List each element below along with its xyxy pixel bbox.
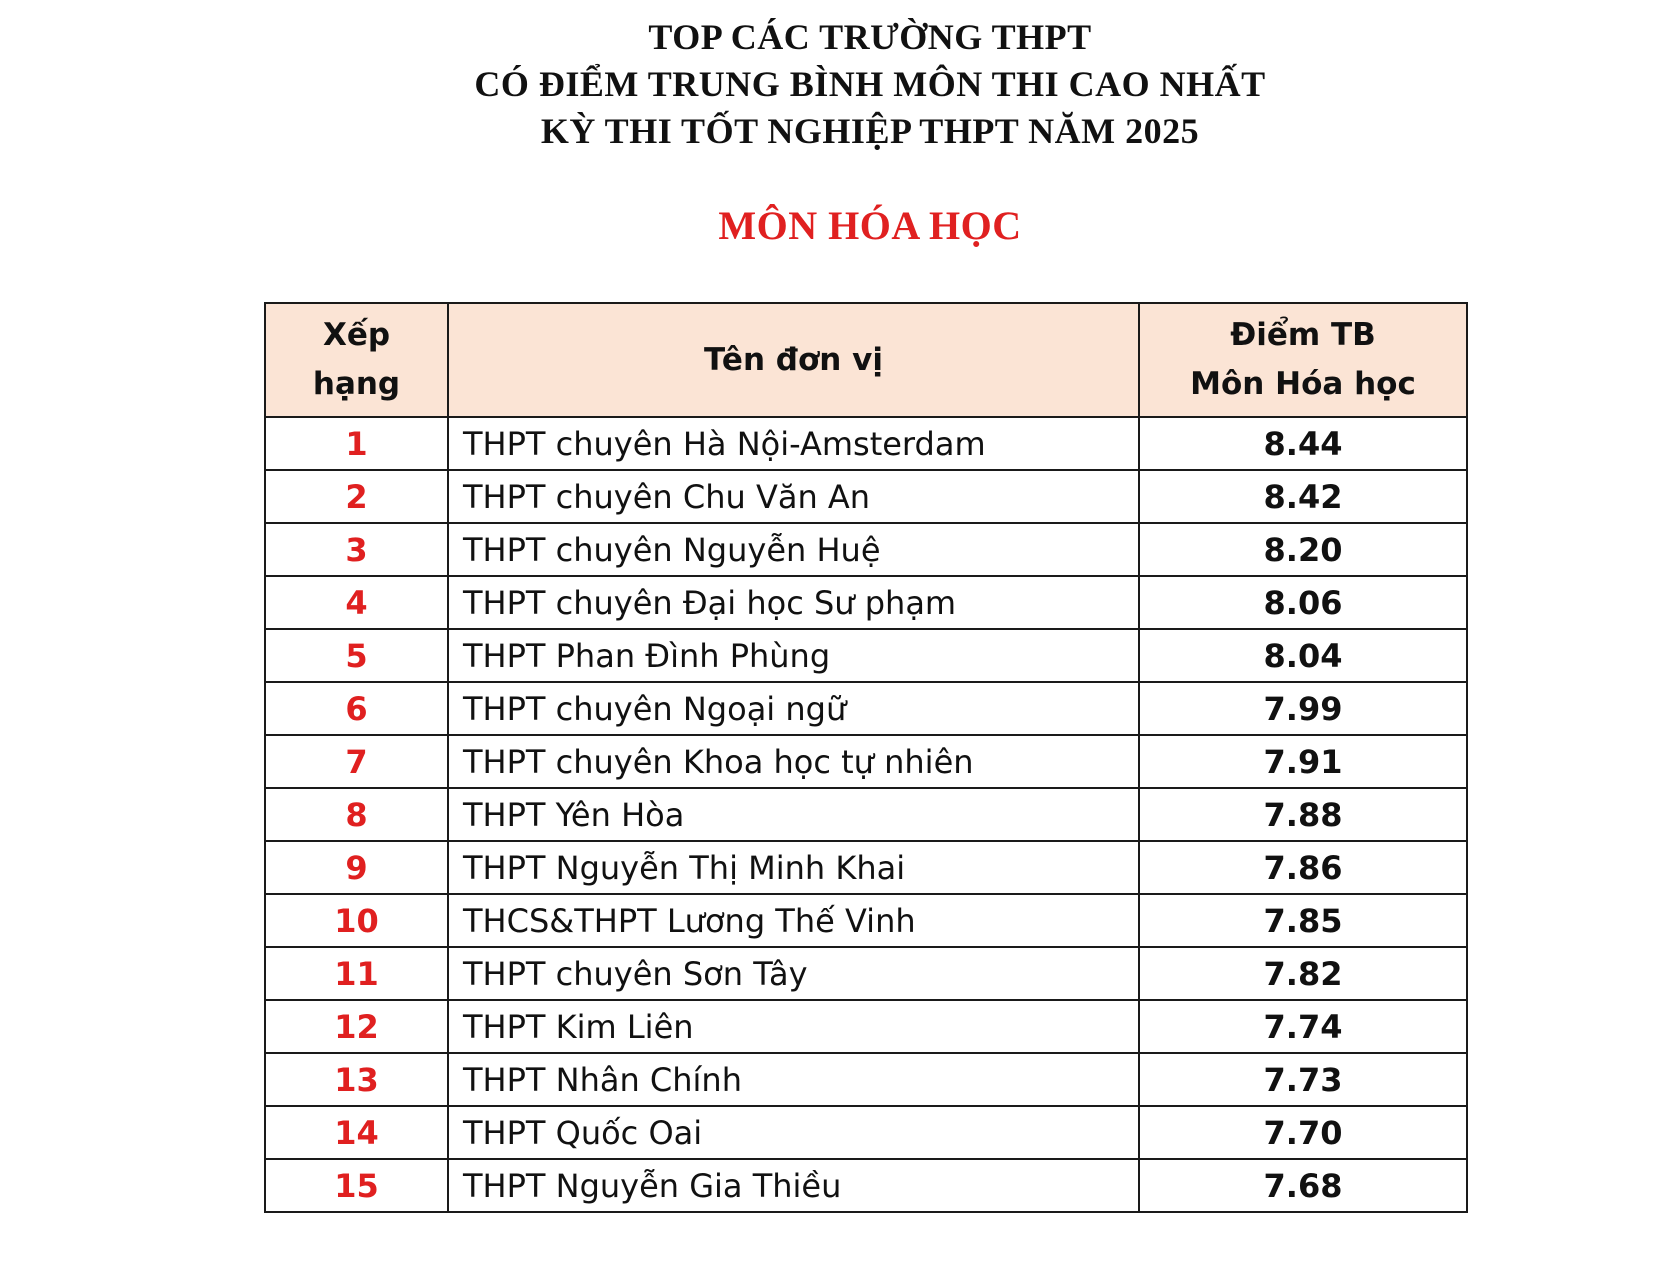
- title-line-1: TOP CÁC TRƯỜNG THPT: [648, 17, 1092, 57]
- rank-cell: 1: [265, 417, 448, 470]
- school-name-cell: THPT chuyên Nguyễn Huệ: [448, 523, 1139, 576]
- table-row: [265, 523, 1467, 576]
- rank-cell: 4: [265, 576, 448, 629]
- header-name: Tên đơn vị: [448, 303, 1139, 417]
- rank-cell: 12: [265, 1000, 448, 1053]
- table-row: [265, 894, 1467, 947]
- table-row: [265, 1159, 1467, 1212]
- school-name-cell: THPT chuyên Hà Nội-Amsterdam: [448, 417, 1139, 470]
- school-name-cell: THPT chuyên Khoa học tự nhiên: [448, 735, 1139, 788]
- score-cell: 8.04: [1139, 629, 1467, 682]
- school-name-cell: THPT Kim Liên: [448, 1000, 1139, 1053]
- score-cell: 7.91: [1139, 735, 1467, 788]
- table-row: [265, 417, 1467, 470]
- table-row: [265, 1106, 1467, 1159]
- table-row: [265, 1000, 1467, 1053]
- score-cell: 7.86: [1139, 841, 1467, 894]
- score-cell: 7.82: [1139, 947, 1467, 1000]
- header-rank-line-2: hạng: [312, 366, 401, 402]
- table-row: [265, 788, 1467, 841]
- rank-cell: 15: [265, 1159, 448, 1212]
- header-score-line-1: Điểm TB: [1230, 317, 1376, 353]
- score-cell: 8.20: [1139, 523, 1467, 576]
- table-row: [265, 682, 1467, 735]
- score-cell: 7.70: [1139, 1106, 1467, 1159]
- rank-cell: 13: [265, 1053, 448, 1106]
- score-cell: 7.99: [1139, 682, 1467, 735]
- table-row: [265, 947, 1467, 1000]
- header-rank: [265, 303, 448, 417]
- school-name-cell: THPT chuyên Sơn Tây: [448, 947, 1139, 1000]
- score-cell: 8.44: [1139, 417, 1467, 470]
- score-cell: 7.73: [1139, 1053, 1467, 1106]
- table-row: [265, 1053, 1467, 1106]
- rank-cell: 6: [265, 682, 448, 735]
- school-name-cell: THPT chuyên Đại học Sư phạm: [448, 576, 1139, 629]
- rank-cell: 8: [265, 788, 448, 841]
- school-name-cell: THPT Quốc Oai: [448, 1106, 1139, 1159]
- rank-cell: 9: [265, 841, 448, 894]
- score-cell: 7.68: [1139, 1159, 1467, 1212]
- school-name-cell: THPT chuyên Chu Văn An: [448, 470, 1139, 523]
- score-cell: 7.85: [1139, 894, 1467, 947]
- rank-cell: 5: [265, 629, 448, 682]
- table-row: [265, 735, 1467, 788]
- school-name-cell: THPT chuyên Ngoại ngữ: [448, 682, 1139, 735]
- school-name-cell: THPT Nhân Chính: [448, 1053, 1139, 1106]
- subject-heading: MÔN HÓA HỌC: [718, 203, 1022, 248]
- rank-cell: 10: [265, 894, 448, 947]
- rank-cell: 3: [265, 523, 448, 576]
- table-row: [265, 629, 1467, 682]
- school-name-cell: THPT Yên Hòa: [448, 788, 1139, 841]
- ranking-table: [264, 302, 1468, 1213]
- table-row: [265, 470, 1467, 523]
- table-row: [265, 841, 1467, 894]
- title-line-3: KỲ THI TỐT NGHIỆP THPT NĂM 2025: [540, 111, 1200, 151]
- rank-cell: 7: [265, 735, 448, 788]
- rank-cell: 11: [265, 947, 448, 1000]
- school-name-cell: THCS&THPT Lương Thế Vinh: [448, 894, 1139, 947]
- table-row: [265, 576, 1467, 629]
- school-name-cell: THPT Phan Đình Phùng: [448, 629, 1139, 682]
- school-name-cell: THPT Nguyễn Gia Thiều: [448, 1159, 1139, 1212]
- school-name-cell: THPT Nguyễn Thị Minh Khai: [448, 841, 1139, 894]
- table-body: [265, 417, 1467, 1212]
- score-cell: 7.74: [1139, 1000, 1467, 1053]
- score-cell: 8.06: [1139, 576, 1467, 629]
- header-score-line-2: Môn Hóa học: [1190, 366, 1416, 402]
- header-score: [1139, 303, 1467, 417]
- rank-cell: 2: [265, 470, 448, 523]
- title-line-2: CÓ ĐIỂM TRUNG BÌNH MÔN THI CAO NHẤT: [474, 64, 1266, 104]
- table-header-row: [265, 303, 1467, 417]
- header-rank-line-1: Xếp: [322, 317, 391, 353]
- document-title: [0, 14, 1668, 155]
- rank-cell: 14: [265, 1106, 448, 1159]
- score-cell: 7.88: [1139, 788, 1467, 841]
- score-cell: 8.42: [1139, 470, 1467, 523]
